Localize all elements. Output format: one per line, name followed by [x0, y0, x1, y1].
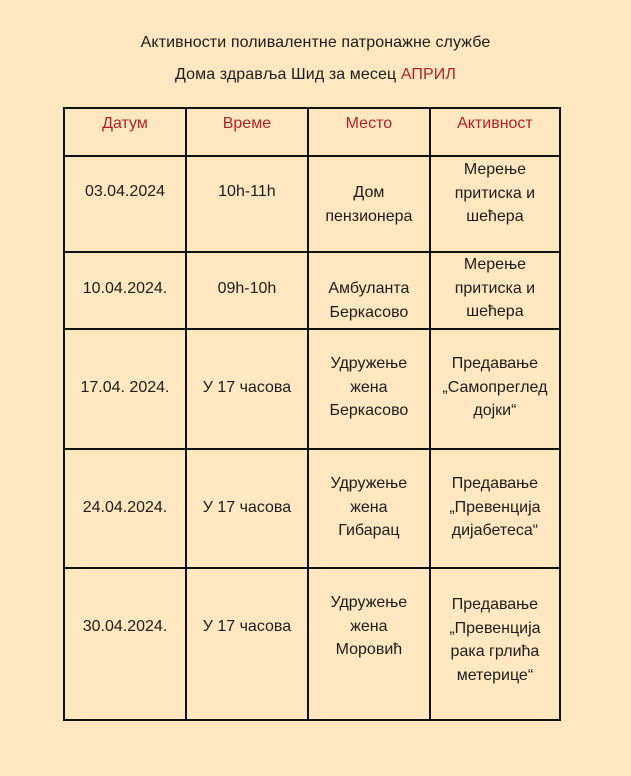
activity-line: Предавање — [451, 596, 539, 613]
header-activity: Активност — [430, 108, 560, 156]
time-value: 09h-10h — [217, 280, 277, 297]
activity-line: „Самопреглед — [442, 378, 548, 396]
cell-date — [64, 568, 186, 720]
table-row — [64, 156, 560, 252]
table-row — [64, 329, 560, 449]
cell-time — [186, 568, 308, 720]
activity-line: Предавање — [451, 475, 539, 492]
place-line: Удружење — [330, 355, 408, 372]
cell-activity — [430, 329, 560, 449]
activity-line: Мерење — [463, 256, 526, 273]
activity-line: дијабетеса“ — [451, 522, 539, 539]
activity-value — [433, 569, 557, 687]
cell-date — [64, 449, 186, 568]
cell-date — [64, 252, 186, 329]
date-value: 30.04.2024. — [82, 618, 168, 635]
cell-time — [186, 156, 308, 252]
document-subtitle — [0, 65, 631, 85]
place-line: Беркасово — [329, 402, 409, 419]
activity-line: Предавање — [451, 355, 539, 372]
place-line: пензионера — [325, 207, 413, 225]
activity-value — [433, 450, 557, 543]
table-row — [64, 252, 560, 329]
place-value — [311, 330, 427, 423]
place-line: Амбуланта — [328, 280, 410, 297]
activity-line: рака грлића — [450, 643, 540, 660]
month-label: АПРИЛ — [400, 66, 456, 83]
place-value — [311, 157, 427, 228]
place-value — [311, 450, 427, 543]
place-line: Удружење — [330, 475, 408, 492]
place-line: Удружење — [330, 594, 408, 611]
cell-time — [186, 329, 308, 449]
cell-activity — [430, 449, 560, 568]
activity-value — [433, 330, 557, 423]
cell-activity — [430, 156, 560, 252]
time-value: У 17 часова — [202, 499, 292, 516]
place-line: Беркасово — [329, 303, 409, 321]
place-value — [311, 253, 427, 324]
cell-place — [308, 329, 430, 449]
time-value: 10h-11h — [218, 183, 276, 200]
title-line-1: Активности поливалентне патронажне службе — [140, 34, 491, 51]
cell-activity — [430, 252, 560, 329]
activity-line: шећера — [466, 208, 524, 225]
date-value: 17.04. 2024. — [80, 379, 170, 396]
place-line: жена — [350, 498, 388, 516]
place-line: Моровић — [335, 641, 403, 658]
cell-place — [308, 568, 430, 720]
activity-line: „Превенција — [449, 619, 541, 637]
cell-time — [186, 252, 308, 329]
activity-value — [433, 253, 557, 324]
place-line: жена — [350, 617, 388, 635]
header-time: Време — [186, 108, 308, 156]
activity-line: шећера — [466, 303, 524, 320]
document-title — [0, 33, 631, 53]
cell-date — [64, 329, 186, 449]
activity-value — [433, 157, 557, 229]
time-value: У 17 часова — [202, 379, 292, 396]
activity-line: притиска и — [454, 184, 536, 202]
place-line: жена — [350, 378, 388, 396]
activity-line: притиска и — [454, 279, 536, 297]
date-value: 03.04.2024 — [84, 183, 166, 200]
title-line-2-text: Дома здравља Шид за месец — [175, 66, 401, 83]
activity-line: Мерење — [463, 161, 526, 178]
place-line: Гибарац — [338, 522, 400, 539]
activity-line: метерице“ — [456, 666, 534, 684]
header-place: Место — [308, 108, 430, 156]
activity-line: „Превенција — [449, 498, 541, 516]
cell-activity — [430, 568, 560, 720]
table-row — [64, 568, 560, 720]
time-value: У 17 часова — [202, 618, 292, 635]
cell-date — [64, 156, 186, 252]
place-value — [311, 569, 427, 662]
activity-line: дојки“ — [473, 402, 517, 419]
header-date: Датум — [64, 108, 186, 156]
table-header-row — [64, 108, 560, 156]
date-value: 10.04.2024. — [82, 280, 168, 297]
activities-table — [63, 107, 561, 721]
table-row — [64, 449, 560, 568]
cell-time — [186, 449, 308, 568]
cell-place — [308, 156, 430, 252]
cell-place — [308, 252, 430, 329]
cell-place — [308, 449, 430, 568]
place-line: Дом — [353, 184, 385, 201]
date-value: 24.04.2024. — [82, 499, 168, 516]
